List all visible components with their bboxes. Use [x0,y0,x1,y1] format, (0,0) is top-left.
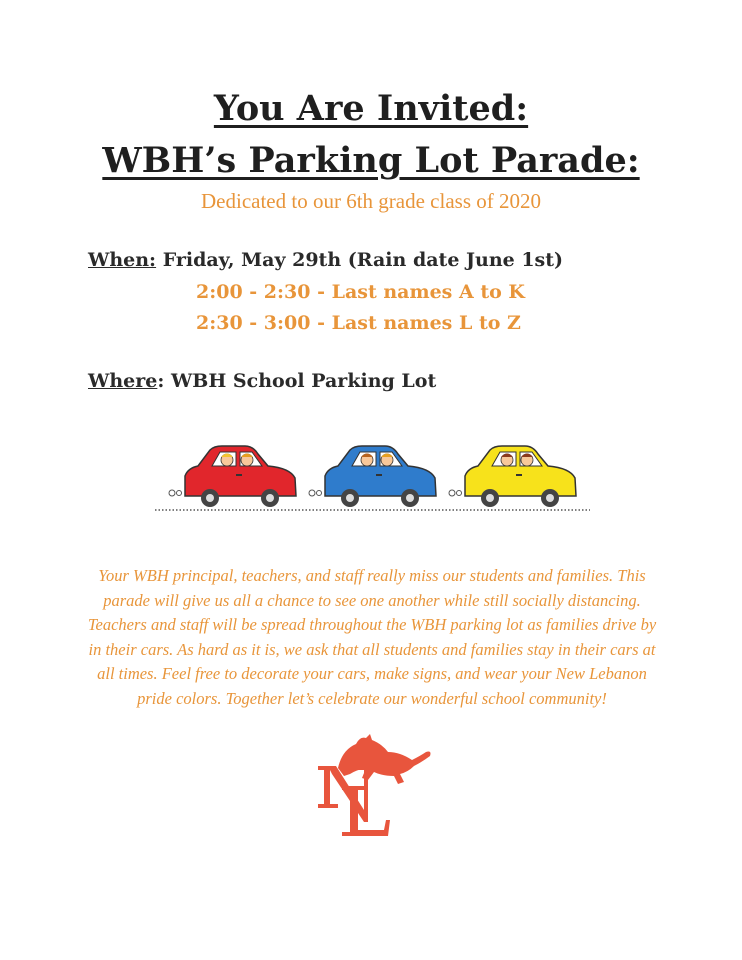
cars-illustration [150,438,600,518]
time-slot-2: 2:30 - 3:00 - Last names L to Z [196,312,521,334]
subtitle: Dedicated to our 6th grade class of 2020 [201,189,541,213]
when-value: Friday, May 29th (Rain date June 1st) [156,249,564,271]
blue-car-icon [325,446,436,507]
where-value: : WBH School Parking Lot [157,370,437,392]
where-label: Where [88,370,158,392]
title-line-2: WBH’s Parking Lot Parade: [102,140,640,181]
nl-panther-logo-icon [308,730,438,840]
red-car-icon [185,446,296,507]
body-paragraph: Your WBH principal, teachers, and staff really miss our students and families. This parade will give us all a chance to see one another while still socially distancing. Teachers and staff will be spread throughout the WBH parking lot as families drive by in their cars. As hard as it is, we ask that all students and families stay in their cars at all times. Feel free to decorate your cars, make signs, and wear your New Lebanon pride colors. Together let’s celebrate our wonderful school community! [87,566,657,708]
time-slot-1: 2:00 - 2:30 - Last names A to K [196,281,525,303]
where-line [88,370,436,392]
when-label: When: [88,249,157,271]
yellow-car-icon [465,446,576,507]
when-line [88,249,563,271]
title-line-1: You Are Invited: [213,88,529,129]
